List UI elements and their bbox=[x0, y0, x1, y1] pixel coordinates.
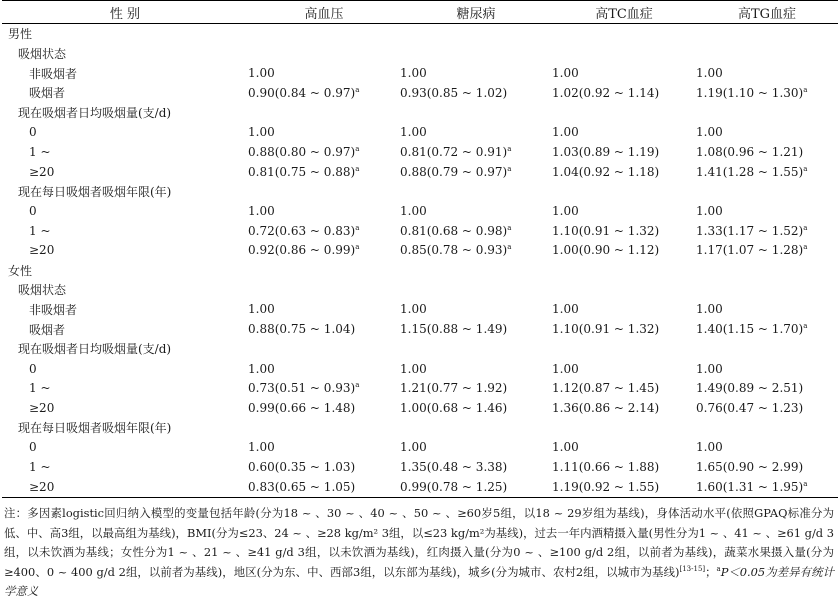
table-row bbox=[2, 280, 838, 300]
cell-value: 0.99(0.78 ~ 1.25) bbox=[400, 479, 508, 494]
table-row bbox=[2, 437, 838, 457]
cell-high-tc bbox=[552, 142, 696, 162]
significance-mark: a bbox=[803, 223, 808, 232]
cell-value: 1.00 bbox=[400, 204, 427, 219]
cell-value: 1.00(0.90 ~ 1.12) bbox=[552, 243, 660, 258]
table-row bbox=[2, 142, 838, 162]
cell-high-tg bbox=[696, 63, 838, 83]
significance-mark: a bbox=[355, 144, 360, 153]
table-row bbox=[2, 201, 838, 221]
header-row bbox=[2, 1, 838, 24]
table-row bbox=[2, 477, 838, 497]
cell-hypertension bbox=[248, 63, 400, 83]
footnote-reference: [13-15] bbox=[679, 564, 706, 573]
cell-high-tg bbox=[696, 418, 838, 438]
table-row bbox=[2, 457, 838, 477]
cell-value: 1.00 bbox=[400, 125, 427, 140]
cell-value: 1.15(0.88 ~ 1.49) bbox=[400, 322, 508, 337]
cell-value: 0.88(0.75 ~ 1.04) bbox=[248, 322, 356, 337]
cell-hypertension bbox=[248, 437, 400, 457]
header-diabetes: 糖尿病 bbox=[400, 1, 552, 24]
cell-value: 1.35(0.48 ~ 3.38) bbox=[400, 459, 508, 474]
cell-high-tc bbox=[552, 260, 696, 280]
cell-diabetes bbox=[400, 280, 552, 300]
cell-high-tg bbox=[696, 103, 838, 123]
cell-diabetes bbox=[400, 24, 552, 44]
cell-value: 1.10(0.91 ~ 1.32) bbox=[552, 223, 660, 238]
table-footnote bbox=[4, 504, 834, 602]
cell-diabetes bbox=[400, 319, 552, 339]
cell-value: 1.00 bbox=[552, 204, 579, 219]
cell-value: 1.21(0.77 ~ 1.92) bbox=[400, 381, 508, 396]
cell-value: 1.04(0.92 ~ 1.18) bbox=[552, 164, 660, 179]
cell-high-tg bbox=[696, 83, 838, 103]
cell-value: 1.00 bbox=[400, 361, 427, 376]
cell-value: 0.73(0.51 ~ 0.93) bbox=[248, 381, 356, 396]
significance-mark: a bbox=[803, 243, 808, 252]
cell-value: 0.81(0.72 ~ 0.91) bbox=[400, 144, 508, 159]
cell-hypertension bbox=[248, 182, 400, 202]
row-label: ≥20 bbox=[29, 243, 55, 258]
row-label: 现在吸烟者日均吸烟量(支/d) bbox=[18, 342, 172, 357]
table-row bbox=[2, 103, 838, 123]
cell-hypertension bbox=[248, 319, 400, 339]
cell-high-tg bbox=[696, 300, 838, 320]
cell-value: 0.83(0.65 ~ 1.05) bbox=[248, 479, 356, 494]
cell-value: 0.72(0.63 ~ 0.83) bbox=[248, 223, 356, 238]
row-label: 0 bbox=[29, 361, 37, 376]
row-label: 1 ~ bbox=[29, 381, 51, 396]
footnote-sig-mark: a bbox=[716, 564, 721, 573]
footnote-separator: ； bbox=[705, 564, 717, 579]
cell-value: 1.00 bbox=[696, 125, 723, 140]
cell-diabetes bbox=[400, 103, 552, 123]
cell-high-tc bbox=[552, 122, 696, 142]
cell-value: 0.81(0.75 ~ 0.88) bbox=[248, 164, 356, 179]
table-row bbox=[2, 300, 838, 320]
significance-mark: a bbox=[803, 322, 808, 331]
cell-diabetes bbox=[400, 142, 552, 162]
cell-high-tg bbox=[696, 319, 838, 339]
footnote-sig-text: P＜0.05为差异有统计学意义 bbox=[4, 564, 834, 598]
row-label: 女性 bbox=[8, 263, 33, 278]
cell-value: 1.00 bbox=[552, 302, 579, 317]
cell-diabetes bbox=[400, 457, 552, 477]
cell-diabetes bbox=[400, 437, 552, 457]
row-label: 现在每日吸烟者吸烟年限(年) bbox=[18, 421, 172, 436]
table-row bbox=[2, 44, 838, 64]
row-label: 非吸烟者 bbox=[29, 66, 78, 81]
cell-value: 0.99(0.66 ~ 1.48) bbox=[248, 400, 356, 415]
cell-high-tc bbox=[552, 24, 696, 44]
cell-hypertension bbox=[248, 260, 400, 280]
cell-high-tg bbox=[696, 280, 838, 300]
row-label: ≥20 bbox=[29, 400, 55, 415]
cell-value: 1.03(0.89 ~ 1.19) bbox=[552, 144, 660, 159]
row-label: 1 ~ bbox=[29, 459, 51, 474]
table-row bbox=[2, 260, 838, 280]
cell-value: 1.10(0.91 ~ 1.32) bbox=[552, 322, 660, 337]
table-row bbox=[2, 122, 838, 142]
cell-value: 1.00 bbox=[696, 66, 723, 81]
row-label: 1 ~ bbox=[29, 223, 51, 238]
cell-high-tg bbox=[696, 457, 838, 477]
cell-value: 1.00 bbox=[696, 302, 723, 317]
cell-high-tc bbox=[552, 437, 696, 457]
cell-diabetes bbox=[400, 477, 552, 497]
cell-value: 0.88(0.79 ~ 0.97) bbox=[400, 164, 508, 179]
cell-value: 1.00 bbox=[696, 361, 723, 376]
row-label: 0 bbox=[29, 204, 37, 219]
cell-hypertension bbox=[248, 418, 400, 438]
cell-value: 1.12(0.87 ~ 1.45) bbox=[552, 381, 660, 396]
cell-high-tc bbox=[552, 83, 696, 103]
cell-diabetes bbox=[400, 122, 552, 142]
row-label: 吸烟者 bbox=[29, 86, 66, 101]
cell-diabetes bbox=[400, 339, 552, 359]
cell-diabetes bbox=[400, 418, 552, 438]
row-label: 吸烟状态 bbox=[18, 283, 67, 298]
cell-high-tg bbox=[696, 378, 838, 398]
table-row bbox=[2, 339, 838, 359]
cell-value: 1.00 bbox=[248, 302, 275, 317]
cell-value: 1.65(0.90 ~ 2.99) bbox=[696, 459, 804, 474]
cell-high-tc bbox=[552, 201, 696, 221]
header-high-tc: 高TC血症 bbox=[552, 1, 696, 24]
cell-high-tc bbox=[552, 398, 696, 418]
table-row bbox=[2, 418, 838, 438]
significance-mark: a bbox=[507, 164, 512, 173]
cell-value: 1.17(1.07 ~ 1.28) bbox=[696, 243, 804, 258]
cell-high-tg bbox=[696, 241, 838, 261]
cell-diabetes bbox=[400, 201, 552, 221]
table-row bbox=[2, 182, 838, 202]
cell-value: 1.00 bbox=[552, 125, 579, 140]
cell-high-tc bbox=[552, 103, 696, 123]
significance-mark: a bbox=[507, 144, 512, 153]
cell-high-tc bbox=[552, 44, 696, 64]
significance-mark: a bbox=[355, 243, 360, 252]
cell-diabetes bbox=[400, 83, 552, 103]
cell-high-tg bbox=[696, 477, 838, 497]
cell-high-tg bbox=[696, 339, 838, 359]
cell-hypertension bbox=[248, 24, 400, 44]
cell-high-tg bbox=[696, 398, 838, 418]
cell-high-tg bbox=[696, 359, 838, 379]
significance-mark: a bbox=[355, 381, 360, 390]
header-hypertension: 高血压 bbox=[248, 1, 400, 24]
cell-high-tg bbox=[696, 437, 838, 457]
results-table bbox=[2, 0, 838, 498]
cell-value: 1.08(0.96 ~ 1.21) bbox=[696, 144, 804, 159]
table-row bbox=[2, 319, 838, 339]
cell-hypertension bbox=[248, 122, 400, 142]
cell-hypertension bbox=[248, 359, 400, 379]
cell-hypertension bbox=[248, 44, 400, 64]
significance-mark: a bbox=[803, 85, 808, 94]
cell-value: 1.49(0.89 ~ 2.51) bbox=[696, 381, 804, 396]
cell-high-tg bbox=[696, 44, 838, 64]
cell-value: 1.00 bbox=[552, 440, 579, 455]
table-row bbox=[2, 162, 838, 182]
table-row bbox=[2, 241, 838, 261]
cell-value: 1.00 bbox=[400, 440, 427, 455]
cell-high-tc bbox=[552, 280, 696, 300]
cell-hypertension bbox=[248, 221, 400, 241]
cell-high-tg bbox=[696, 260, 838, 280]
table-row bbox=[2, 63, 838, 83]
cell-hypertension bbox=[248, 103, 400, 123]
cell-value: 1.02(0.92 ~ 1.14) bbox=[552, 85, 660, 100]
row-label: 现在每日吸烟者吸烟年限(年) bbox=[18, 184, 172, 199]
cell-value: 0.90(0.84 ~ 0.97) bbox=[248, 85, 356, 100]
table-row bbox=[2, 378, 838, 398]
row-label: 吸烟状态 bbox=[18, 47, 67, 62]
cell-diabetes bbox=[400, 44, 552, 64]
cell-value: 1.00 bbox=[696, 204, 723, 219]
header-high-tg: 高TG血症 bbox=[696, 1, 838, 24]
cell-high-tc bbox=[552, 477, 696, 497]
cell-high-tc bbox=[552, 319, 696, 339]
cell-high-tc bbox=[552, 300, 696, 320]
cell-hypertension bbox=[248, 162, 400, 182]
cell-value: 0.76(0.47 ~ 1.23) bbox=[696, 400, 804, 415]
cell-high-tc bbox=[552, 378, 696, 398]
cell-high-tc bbox=[552, 63, 696, 83]
row-label: 0 bbox=[29, 125, 37, 140]
significance-mark: a bbox=[803, 479, 808, 488]
cell-value: 1.19(0.92 ~ 1.55) bbox=[552, 479, 660, 494]
significance-mark: a bbox=[803, 164, 808, 173]
cell-value: 0.92(0.86 ~ 0.99) bbox=[248, 243, 356, 258]
cell-value: 1.00(0.68 ~ 1.46) bbox=[400, 400, 508, 415]
cell-value: 1.11(0.66 ~ 1.88) bbox=[552, 459, 660, 474]
cell-value: 1.36(0.86 ~ 2.14) bbox=[552, 400, 660, 415]
row-label: ≥20 bbox=[2, 477, 248, 497]
cell-high-tc bbox=[552, 457, 696, 477]
cell-value: 0.60(0.35 ~ 1.03) bbox=[248, 459, 356, 474]
cell-hypertension bbox=[248, 300, 400, 320]
cell-value: 0.93(0.85 ~ 1.02) bbox=[400, 85, 508, 100]
row-label: 男性 bbox=[8, 27, 33, 42]
cell-hypertension bbox=[248, 280, 400, 300]
cell-hypertension bbox=[248, 339, 400, 359]
row-label: 吸烟者 bbox=[29, 322, 66, 337]
cell-hypertension bbox=[248, 398, 400, 418]
cell-value: 1.00 bbox=[248, 66, 275, 81]
cell-hypertension bbox=[248, 457, 400, 477]
row-label: ≥20 bbox=[29, 164, 55, 179]
cell-hypertension bbox=[248, 477, 400, 497]
cell-value: 1.00 bbox=[248, 125, 275, 140]
significance-mark: a bbox=[507, 223, 512, 232]
table-row bbox=[2, 83, 838, 103]
table-row bbox=[2, 359, 838, 379]
cell-value: 1.00 bbox=[552, 361, 579, 376]
cell-value: 1.00 bbox=[400, 66, 427, 81]
table-row bbox=[2, 24, 838, 44]
cell-diabetes bbox=[400, 300, 552, 320]
cell-high-tg bbox=[696, 221, 838, 241]
cell-value: 0.85(0.78 ~ 0.93) bbox=[400, 243, 508, 258]
cell-diabetes bbox=[400, 378, 552, 398]
significance-mark: a bbox=[355, 223, 360, 232]
cell-diabetes bbox=[400, 63, 552, 83]
cell-value: 1.00 bbox=[248, 440, 275, 455]
cell-high-tg bbox=[696, 182, 838, 202]
cell-diabetes bbox=[400, 260, 552, 280]
significance-mark: a bbox=[355, 164, 360, 173]
cell-high-tg bbox=[696, 122, 838, 142]
cell-diabetes bbox=[400, 182, 552, 202]
cell-high-tc bbox=[552, 359, 696, 379]
cell-value: 1.00 bbox=[696, 440, 723, 455]
row-label: 现在吸烟者日均吸烟量(支/d) bbox=[18, 106, 172, 121]
cell-high-tc bbox=[552, 418, 696, 438]
cell-value: 1.00 bbox=[552, 66, 579, 81]
significance-mark: a bbox=[355, 85, 360, 94]
cell-diabetes bbox=[400, 221, 552, 241]
cell-hypertension bbox=[248, 83, 400, 103]
cell-hypertension bbox=[248, 201, 400, 221]
significance-mark: a bbox=[507, 243, 512, 252]
cell-high-tc bbox=[552, 162, 696, 182]
cell-value: 1.40(1.15 ~ 1.70) bbox=[696, 322, 804, 337]
cell-value: 1.19(1.10 ~ 1.30) bbox=[696, 85, 804, 100]
cell-value: 1.00 bbox=[248, 204, 275, 219]
cell-value: 1.41(1.28 ~ 1.55) bbox=[696, 164, 804, 179]
cell-value: 1.00 bbox=[248, 361, 275, 376]
cell-value: 1.60(1.31 ~ 1.95) bbox=[696, 479, 804, 494]
cell-high-tc bbox=[552, 241, 696, 261]
cell-high-tc bbox=[552, 221, 696, 241]
footnote-text: 注：多因素logistic回归纳入模型的变量包括年龄(分为18 ~ 、30 ~ 、40 ~ 、50 ~ 、≥60岁5组，以18 ~ 29岁组为基线)，身体活动水平(依照GPAQ标准分为低、中、高3组，以最高组为基线)，BMI(分为≤23、24 ~ 、≥28 kg/m² 3组，以≤23 kg/m²为基线)，过去一年内酒精摄入量(男性分为1 ~ 、41 ~ 、≥61 g/d 3组，以未饮酒为基线；女性分为1 ~ 、21 ~ 、≥41 g/d 3组，以未饮酒为基线)，红肉摄入量(分为0 ~ 、≥100 g/d 2组，以前者为基线)，蔬菜水果摄入量(分为≥400、0 ~ 400 g/d 2组，以前者为基线)，地区(分为东、中、西部3组，以东部为基线)，城乡(分为城市、农村2组，以城市为基线) bbox=[4, 506, 834, 579]
cell-diabetes bbox=[400, 241, 552, 261]
cell-high-tg bbox=[696, 201, 838, 221]
cell-high-tg bbox=[696, 142, 838, 162]
cell-value: 1.33(1.17 ~ 1.52) bbox=[696, 223, 804, 238]
cell-hypertension bbox=[248, 241, 400, 261]
table-row bbox=[2, 398, 838, 418]
cell-value: 1.00 bbox=[400, 302, 427, 317]
cell-high-tc bbox=[552, 339, 696, 359]
header-sex: 性 别 bbox=[2, 1, 248, 24]
table-row bbox=[2, 221, 838, 241]
cell-high-tg bbox=[696, 24, 838, 44]
row-label: 0 bbox=[29, 440, 37, 455]
cell-high-tc bbox=[552, 182, 696, 202]
row-label: 非吸烟者 bbox=[29, 302, 78, 317]
cell-value: 0.88(0.80 ~ 0.97) bbox=[248, 144, 356, 159]
row-label: 1 ~ bbox=[29, 144, 51, 159]
cell-diabetes bbox=[400, 359, 552, 379]
cell-high-tg bbox=[696, 162, 838, 182]
cell-hypertension bbox=[248, 142, 400, 162]
table-body bbox=[2, 24, 838, 498]
cell-value: 0.81(0.68 ~ 0.98) bbox=[400, 223, 508, 238]
cell-diabetes bbox=[400, 162, 552, 182]
cell-hypertension bbox=[248, 378, 400, 398]
cell-diabetes bbox=[400, 398, 552, 418]
